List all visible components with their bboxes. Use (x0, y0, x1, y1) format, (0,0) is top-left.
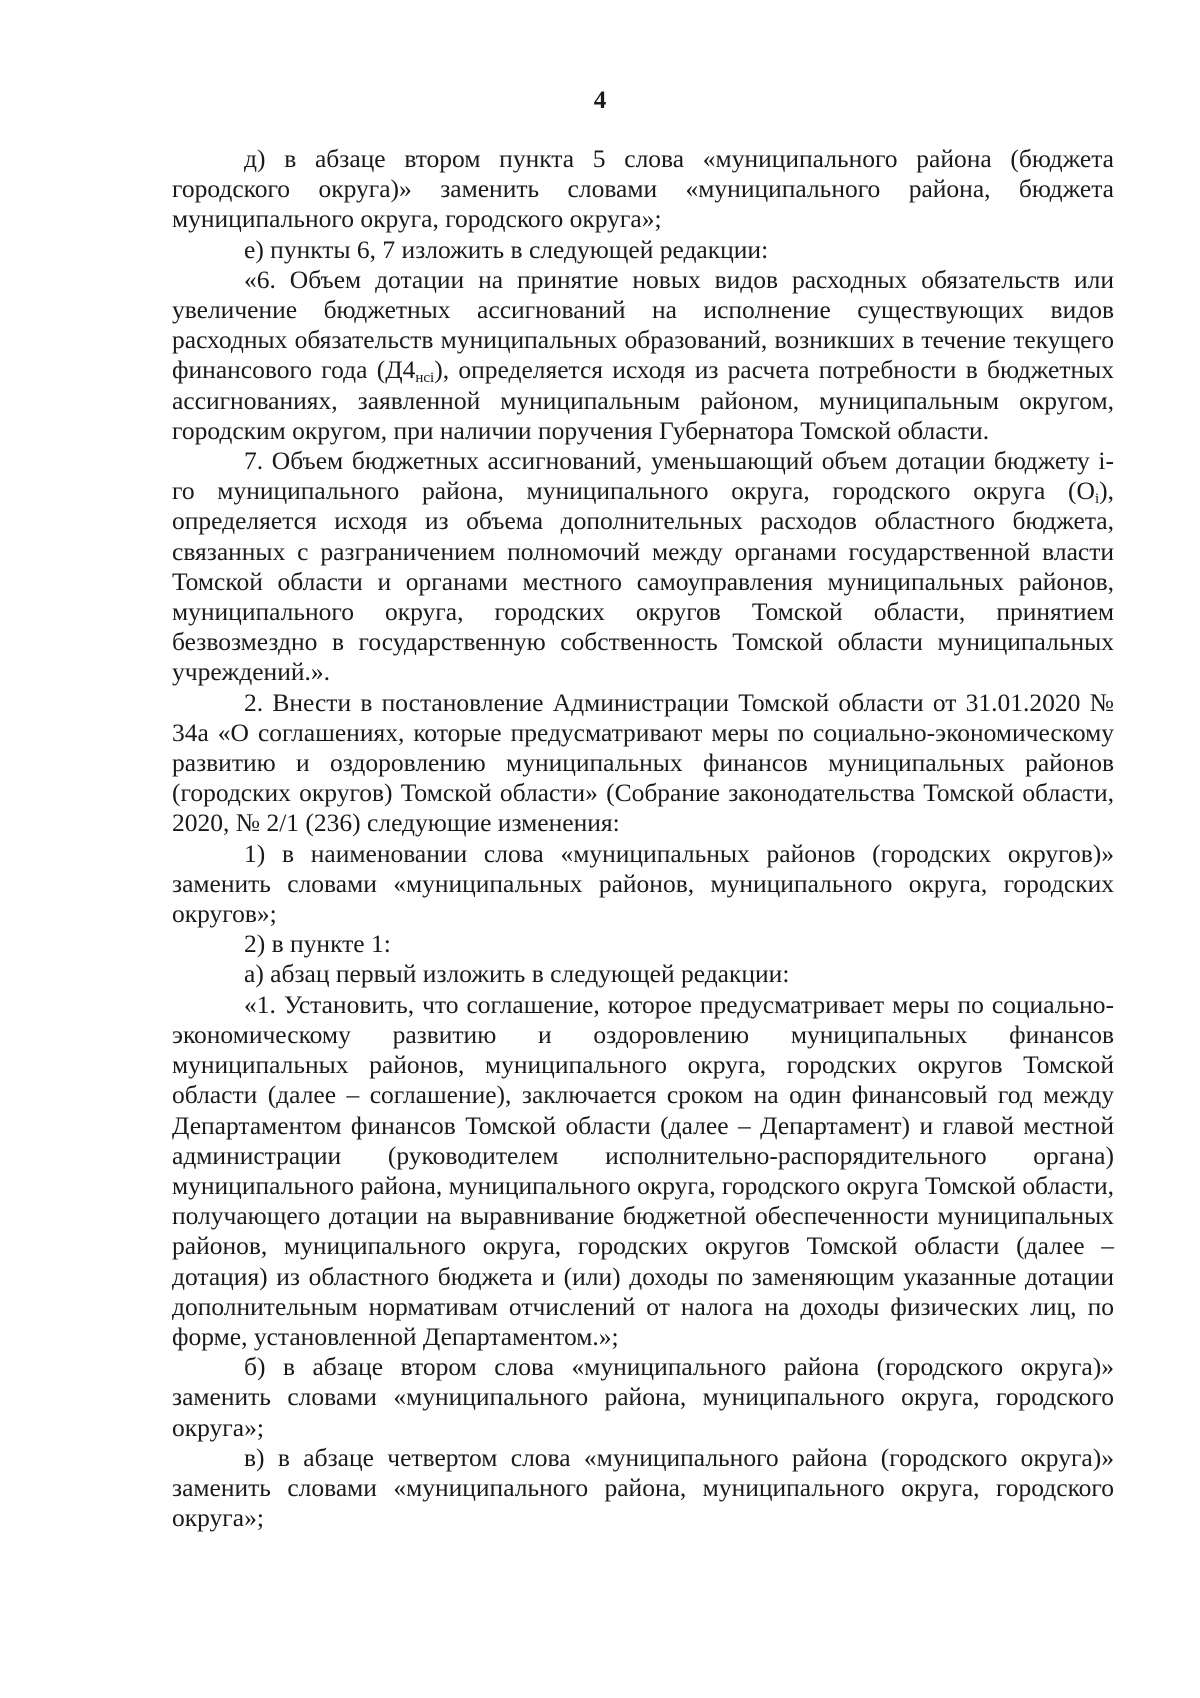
paragraph-item-6 (172, 265, 1114, 446)
paragraph-item-7 (172, 446, 1114, 688)
paragraph-item-7-text-b: ), определяется исходя из объема дополнительных расходов областного бюджета, связанных с разграничением полномочий между органами государственной власти Томской области и органами местного самоуправления муниципальных районов, муниципального округа, городских округов Томской области, принятием безвозмездно в государственную собственность Томской области муниципальных учреждений.». (172, 476, 1114, 687)
paragraph-2-1: 1) в наименовании слова «муниципальных районов (городских округов)» заменить словами «муниципальных районов, муниципального округа, городских округов»; (172, 838, 1114, 929)
paragraph-quote-1: «1. Установить, что соглашение, которое предусматривает меры по социально-экономическому развитию и оздоровлению муниципальных финансов муниципальных районов, муниципального округа, городских округов Томской области (далее – соглашение), заключается сроком на один финансовый год между Департаментом финансов Томской области (далее – Департамент) и главой местной администрации (руководителем исполнительно-распорядительного органа) муниципального района, муниципального округа, городского округа Томской области, получающего дотации на выравнивание бюджетной обеспеченности муниципальных районов, муниципального округа, городских округов Томской области (далее – дотация) из областного бюджета и (или) доходы по заменяющим указанные дотации дополнительным нормативам отчислений от налога на доходы физических лиц, по форме, установленной Департаментом.»; (172, 989, 1114, 1351)
paragraph-item-7-text-a: 7. Объем бюджетных ассигнований, уменьшающий объем дотации бюджету i-го муниципального района, муниципального округа, городского округа (O (172, 446, 1114, 506)
paragraph-2-2: 2) в пункте 1: (244, 929, 391, 959)
paragraph-section-2: 2. Внести в постановление Администрации Томской области от 31.01.2020 № 34а «О соглашениях, которые предусматривают меры по социально-экономическому развитию и оздоровлению муниципальных финансов муниципальных районов (городских округов) Томской области» (Собрание законодательства Томской области, 2020, № 2/1 (236) следующие изменения: (172, 687, 1114, 838)
paragraph-2-2-a: а) абзац первый изложить в следующей редакции: (244, 959, 790, 989)
paragraph-e: е) пункты 6, 7 изложить в следующей редакции: (244, 234, 769, 264)
paragraph-item-6-text-b: ), определяется исходя из расчета потребности в бюджетных ассигнованиях, заявленной муниципальным районом, муниципальным округом, городским округом, при наличии поручения Губернатора Томской области. (172, 355, 1114, 445)
paragraph-item-6-text-a: «6. Объем дотации на принятие новых видов расходных обязательств или увеличение бюджетных ассигнований на исполнение существующих видов расходных обязательств муниципальных образований, возникших в течение текущего финансового года (Д4 (172, 264, 1114, 385)
subscript-nsi: нсi (415, 370, 435, 387)
paragraph-d: д) в абзаце втором пункта 5 слова «муниципального района (бюджета городского округа)» заменить словами «муниципального района, бюджета муниципального округа, городского округа»; (172, 144, 1114, 234)
page-number: 4 (593, 87, 607, 114)
subscript-i: i (1094, 491, 1100, 508)
document-body (172, 144, 1114, 1533)
paragraph-2-2-b: б) в абзаце втором слова «муниципального района (городского округа)» заменить словами «муниципального района, муниципального округа, городского округа»; (172, 1352, 1114, 1442)
paragraph-2-2-v: в) в абзаце четвертом слова «муниципального района (городского округа)» заменить словами «муниципального района, муниципального округа, городского округа»; (172, 1442, 1114, 1533)
